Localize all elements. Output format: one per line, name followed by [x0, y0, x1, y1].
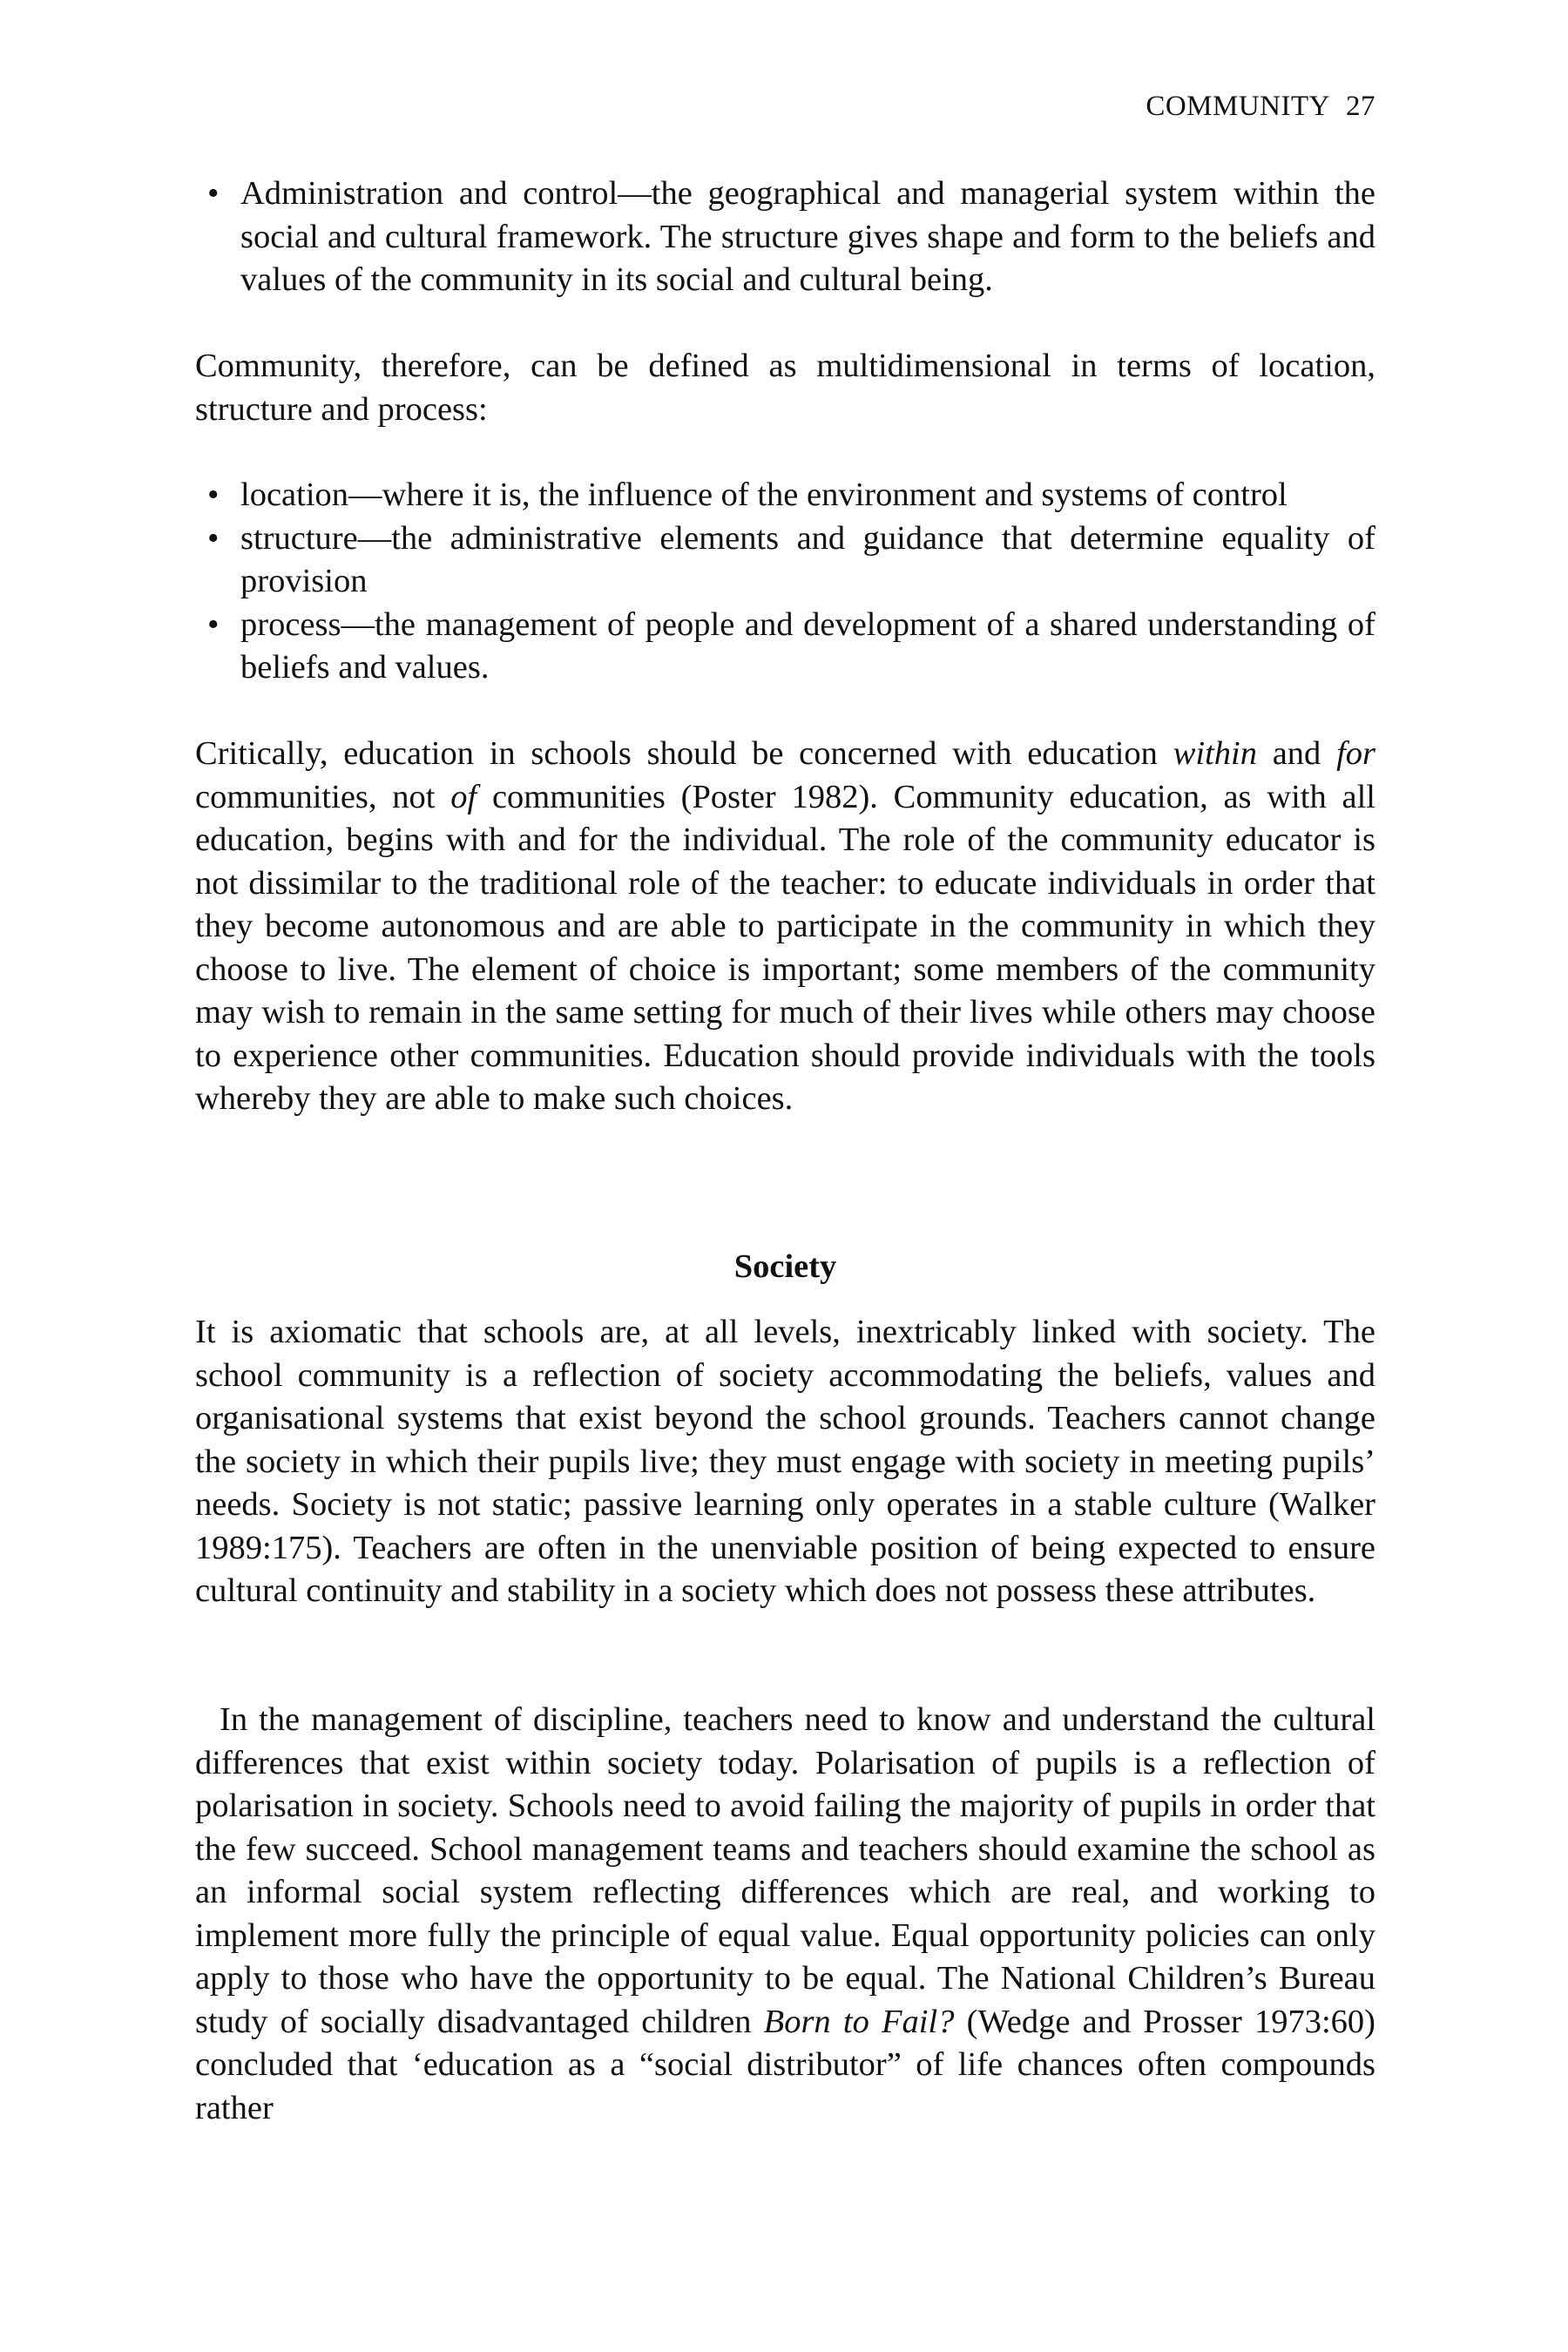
list-item-text: structure—the administrative elements and guidance that determine equality of provision	[240, 519, 1375, 599]
bullet-icon: •	[207, 175, 220, 212]
list-item	[195, 172, 1375, 302]
text-run: Critically, education in schools should be concerned with education	[195, 735, 1173, 772]
text-run: (Wedge and Prosser 1973:60) concluded that ‘education as a “social distributor” of life chances often compounds rather	[195, 2003, 1376, 2126]
paragraph: It is axiomatic that schools are, at all levels, inextricably linked with society. The school community is a reflection of society accommodating the beliefs, values and organisational systems that exist beyond the school grounds. Teachers cannot change the society in which their pupils live; they must engage with society in meeting pupils’ needs. Society is not static; passive learning only operates in a stable culture (Walker 1989:175). Teachers are often in the unenviable position of being expected to ensure cultural continuity and stability in a society which does not possess these attributes.	[195, 1314, 1375, 1609]
text-run: In the management of discipline, teachers need to know and understand the cultural differences that exist within society today. Polarisation of pupils is a reflection of polarisation in society. Schools need to avoid failing the majority of pupils in order that the few succeed. School management teams and teachers should examine the school as an informal social system reflecting differences which are real, and working to implement more fully the principle of equal value. Equal opportunity policies can only apply to those who have the opportunity to be equal. The National Children’s Bureau study of socially disadvantaged children	[195, 1701, 1375, 2040]
list-item	[195, 474, 1375, 517]
bullet-icon: •	[207, 605, 220, 643]
text-run: communities, not	[195, 778, 451, 815]
emphasis: within	[1173, 735, 1257, 772]
running-head	[1146, 91, 1375, 123]
emphasis: of	[450, 778, 477, 815]
section-heading: Society	[733, 1248, 837, 1285]
page-number: 27	[1346, 91, 1375, 122]
text-run: communities (Poster 1982). Community education, as with all education, begins with and for the individual. The role of the community educator is not dissimilar to the traditional role of the teacher: to educate individuals in order that they become autonomous and are able to participate in the community in which they choose to live. The element of choice is important; some members of the community may wish to remain in the same setting for much of their lives while others may choose to experience other communities. Education should provide individuals with the tools whereby they are able to make such choices.	[195, 778, 1375, 1117]
list-item-text: location—where it is, the influence of the environment and systems of control	[240, 476, 1288, 513]
bullet-icon: •	[207, 476, 220, 513]
book-title: Born to Fail?	[763, 2003, 955, 2040]
list-item	[195, 604, 1375, 690]
paragraph	[195, 733, 1375, 1121]
running-title: COMMUNITY	[1146, 91, 1330, 122]
bullet-icon: •	[207, 519, 220, 557]
text-run: and	[1256, 735, 1337, 772]
top-bullet-list	[195, 172, 1375, 302]
society-paragraph-2	[195, 1699, 1375, 2130]
paragraph: Community, therefore, can be defined as multidimensional in terms of location, structure and process:	[195, 348, 1375, 428]
dimensions-list	[195, 474, 1375, 690]
paragraph	[195, 1699, 1375, 2130]
list-item-text: Administration and control—the geographical and managerial system within the social and cultural framework. The structure gives shape and form to the beliefs and values of the community in its social and cultural being.	[240, 175, 1375, 298]
society-paragraph-1	[195, 1311, 1375, 1613]
community-definition	[195, 345, 1375, 431]
list-item	[195, 517, 1375, 604]
list-item-text: process—the management of people and development of a shared understanding of beliefs and values.	[240, 605, 1375, 686]
critical-paragraph	[195, 733, 1375, 1121]
emphasis: for	[1336, 735, 1375, 772]
